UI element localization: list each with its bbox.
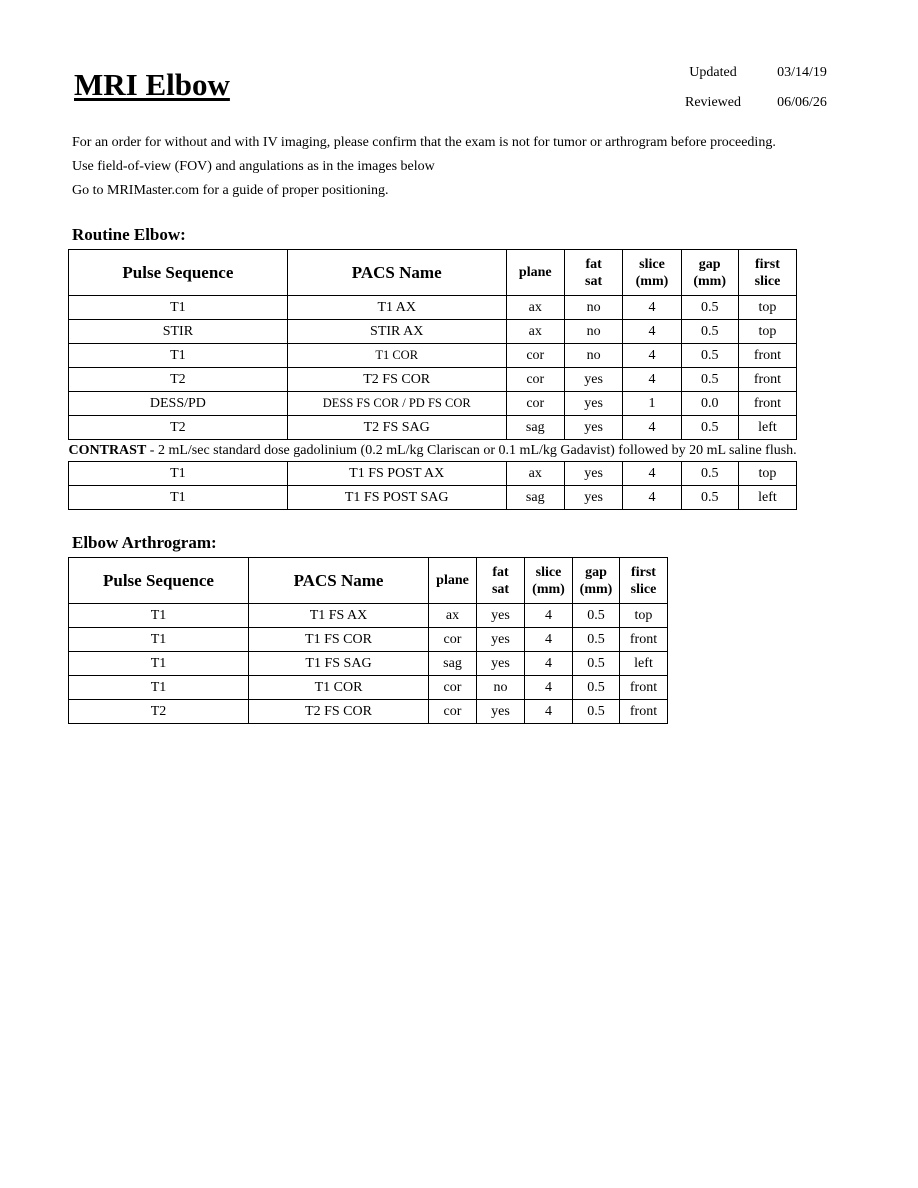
cell-gap: 0.5: [681, 296, 738, 320]
cell-slice: 4: [623, 296, 681, 320]
cell-fat: yes: [564, 462, 622, 486]
cell-plane: cor: [429, 676, 477, 700]
cell-first: front: [738, 392, 796, 416]
cell-pacs: T1 FS POST SAG: [287, 486, 506, 510]
cell-pacs: T1 AX: [287, 296, 506, 320]
col-first-slice: [738, 250, 796, 296]
table-row: [69, 320, 797, 344]
col-plane: plane: [429, 558, 477, 604]
cell-gap: 0.5: [681, 344, 738, 368]
cell-pacs: DESS FS COR / PD FS COR: [287, 392, 506, 416]
cell-first: front: [620, 700, 668, 724]
table-row: [69, 486, 797, 510]
cell-gap: 0.5: [681, 462, 738, 486]
cell-slice: 4: [525, 652, 573, 676]
updated-row: [670, 58, 848, 88]
cell-seq: T1: [69, 628, 249, 652]
cell-seq: T1: [69, 604, 249, 628]
col-label-line: slice: [535, 564, 562, 580]
updated-date: 03/14/19: [777, 65, 827, 80]
table-row: [69, 604, 668, 628]
cell-plane: ax: [429, 604, 477, 628]
cell-plane: cor: [506, 368, 564, 392]
routine-protocol-table: [68, 249, 797, 510]
col-pulse-sequence: Pulse Sequence: [69, 558, 249, 604]
col-label-line: (mm): [579, 581, 613, 597]
contrast-text: - 2 mL/sec standard dose gadolinium (0.2 mL/kg Clariscan or 0.1 mL/kg Gadavist) followed by 20 mL saline flush.: [146, 443, 797, 458]
cell-plane: cor: [506, 344, 564, 368]
col-label-line: (mm): [635, 273, 669, 289]
cell-seq: T2: [69, 416, 288, 440]
cell-slice: 4: [525, 604, 573, 628]
cell-pacs: T2 FS SAG: [287, 416, 506, 440]
table-header-row: [69, 250, 797, 296]
cell-pacs: T1 FS POST AX: [287, 462, 506, 486]
cell-gap: 0.5: [573, 652, 620, 676]
cell-pacs: T1 FS SAG: [249, 652, 429, 676]
col-label-line: fat: [492, 564, 509, 580]
cell-fat: no: [564, 344, 622, 368]
cell-first: left: [620, 652, 668, 676]
cell-seq: T1: [69, 676, 249, 700]
col-label-line: slice: [754, 273, 781, 289]
cell-pacs: T2 FS COR: [287, 368, 506, 392]
cell-plane: ax: [506, 296, 564, 320]
col-label-line: fat: [585, 256, 602, 272]
cell-fat: yes: [564, 368, 622, 392]
cell-pacs: T2 FS COR: [249, 700, 429, 724]
table-row: [69, 368, 797, 392]
cell-fat: yes: [564, 392, 622, 416]
col-first-slice: [620, 558, 668, 604]
cell-first: left: [738, 486, 796, 510]
cell-pacs: T1 FS COR: [249, 628, 429, 652]
col-gap: [681, 250, 738, 296]
cell-seq: T2: [69, 368, 288, 392]
cell-first: front: [738, 344, 796, 368]
col-pacs-name: PACS Name: [287, 250, 506, 296]
table-header-row: [69, 558, 668, 604]
cell-seq: DESS/PD: [69, 392, 288, 416]
cell-seq: T1: [69, 296, 288, 320]
cell-plane: ax: [506, 462, 564, 486]
reviewed-date: 06/06/26: [777, 95, 827, 110]
cell-fat: yes: [564, 486, 622, 510]
col-label-line: (mm): [693, 273, 727, 289]
cell-first: front: [620, 628, 668, 652]
cell-slice: 4: [525, 628, 573, 652]
cell-slice: 1: [623, 392, 681, 416]
cell-plane: sag: [506, 416, 564, 440]
col-label-line: sat: [585, 273, 603, 289]
cell-plane: sag: [506, 486, 564, 510]
cell-fat: yes: [477, 604, 525, 628]
cell-pacs: T1 COR: [249, 676, 429, 700]
col-label-line: gap: [698, 256, 721, 272]
col-label-line: gap: [585, 564, 607, 580]
cell-slice: 4: [623, 462, 681, 486]
cell-plane: cor: [506, 392, 564, 416]
col-label-line: sat: [491, 581, 510, 597]
cell-gap: 0.5: [681, 416, 738, 440]
col-pulse-sequence: Pulse Sequence: [69, 250, 288, 296]
cell-plane: sag: [429, 652, 477, 676]
col-gap: [573, 558, 620, 604]
reviewed-label: Reviewed: [685, 95, 741, 110]
cell-first: top: [738, 462, 796, 486]
cell-gap: 0.5: [573, 604, 620, 628]
cell-gap: 0.0: [681, 392, 738, 416]
cell-fat: no: [477, 676, 525, 700]
cell-fat: yes: [564, 416, 622, 440]
cell-first: left: [738, 416, 796, 440]
instructions: [72, 131, 776, 203]
col-slice: [623, 250, 681, 296]
cell-fat: yes: [477, 700, 525, 724]
table-row: [69, 462, 797, 486]
cell-seq: T1: [69, 344, 288, 368]
arthrogram-protocol-table: [68, 557, 668, 724]
col-label-line: first: [631, 564, 656, 580]
cell-gap: 0.5: [681, 368, 738, 392]
table-row: [69, 652, 668, 676]
cell-seq: T1: [69, 462, 288, 486]
table-row: [69, 700, 668, 724]
cell-plane: ax: [506, 320, 564, 344]
cell-fat: no: [564, 296, 622, 320]
cell-pacs: STIR AX: [287, 320, 506, 344]
cell-first: front: [738, 368, 796, 392]
cell-slice: 4: [525, 700, 573, 724]
table-row: [69, 416, 797, 440]
cell-fat: no: [564, 320, 622, 344]
cell-slice: 4: [525, 676, 573, 700]
cell-gap: 0.5: [573, 628, 620, 652]
cell-seq: T2: [69, 700, 249, 724]
cell-pacs: T1 FS AX: [249, 604, 429, 628]
col-plane: plane: [506, 250, 564, 296]
revision-info: [670, 58, 848, 118]
table-row: [69, 628, 668, 652]
cell-gap: 0.5: [681, 320, 738, 344]
col-slice: [525, 558, 573, 604]
cell-slice: 4: [623, 320, 681, 344]
routine-section-title: Routine Elbow:: [72, 225, 186, 244]
instruction-line: Use field-of-view (FOV) and angulations as in the images below: [72, 159, 435, 174]
cell-gap: 0.5: [573, 676, 620, 700]
col-fat-sat: [564, 250, 622, 296]
cell-slice: 4: [623, 416, 681, 440]
cell-gap: 0.5: [681, 486, 738, 510]
instruction-line: Go to MRIMaster.com for a guide of proper positioning.: [72, 183, 389, 198]
cell-slice: 4: [623, 344, 681, 368]
cell-first: top: [738, 296, 796, 320]
cell-slice: 4: [623, 486, 681, 510]
cell-seq: STIR: [69, 320, 288, 344]
contrast-label: CONTRAST: [68, 443, 147, 458]
arthrogram-section-title: Elbow Arthrogram:: [72, 533, 217, 552]
col-label-line: slice: [630, 581, 657, 597]
cell-slice: 4: [623, 368, 681, 392]
reviewed-row: [670, 88, 848, 118]
cell-seq: T1: [69, 486, 288, 510]
cell-plane: cor: [429, 700, 477, 724]
cell-seq: T1: [69, 652, 249, 676]
col-fat-sat: [477, 558, 525, 604]
table-row: [69, 344, 797, 368]
cell-plane: cor: [429, 628, 477, 652]
table-row: [69, 296, 797, 320]
table-row: [69, 392, 797, 416]
cell-first: top: [620, 604, 668, 628]
updated-label: Updated: [689, 65, 737, 80]
col-label-line: slice: [639, 256, 665, 272]
cell-gap: 0.5: [573, 700, 620, 724]
cell-first: front: [620, 676, 668, 700]
col-label-line: first: [755, 256, 780, 272]
table-row: [69, 676, 668, 700]
instruction-line: For an order for without and with IV imaging, please confirm that the exam is not for tumor or arthrogram before proceeding.: [72, 135, 776, 150]
contrast-note: [69, 440, 797, 462]
cell-pacs: T1 COR: [287, 344, 506, 368]
col-pacs-name: PACS Name: [249, 558, 429, 604]
cell-fat: yes: [477, 628, 525, 652]
col-label-line: (mm): [532, 581, 565, 597]
cell-fat: yes: [477, 652, 525, 676]
cell-first: top: [738, 320, 796, 344]
contrast-row: [69, 440, 797, 462]
page-title: MRI Elbow: [74, 67, 230, 102]
